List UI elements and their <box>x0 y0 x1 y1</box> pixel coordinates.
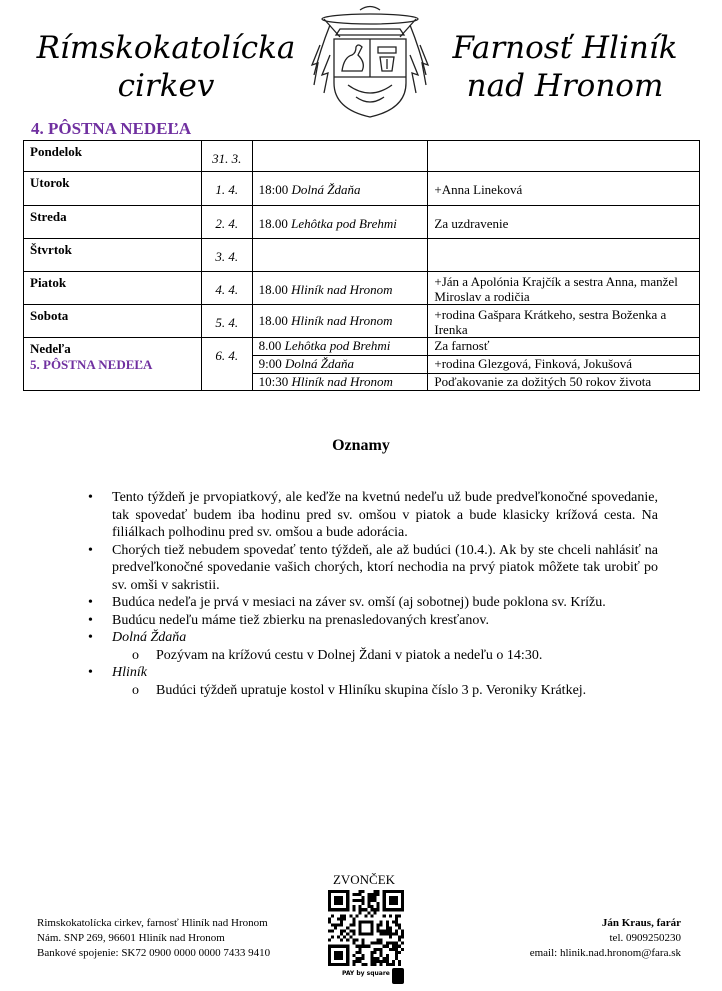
circle-bullet-icon: o <box>132 647 139 663</box>
week-title: 4. PÔSTNA NEDEĽA <box>31 119 192 138</box>
pay-by-square-icon <box>392 968 404 984</box>
list-item <box>88 594 658 612</box>
intention-cell: Poďakovanie za dožitých 50 rokov života <box>428 374 700 391</box>
table-row <box>24 239 700 272</box>
time-place-cell <box>252 338 428 356</box>
announcements-title: Oznamy <box>332 437 390 454</box>
footer-line: Bankové spojenie: SK72 0900 0000 0000 7433 9410 <box>37 947 271 959</box>
intention-cell: Za uzdravenie <box>428 206 700 239</box>
footer-contact <box>530 916 681 961</box>
place-heading: Dolná Ždaňa <box>112 630 187 645</box>
day-cell: Pondelok <box>24 141 202 172</box>
sub-list-item <box>88 682 658 700</box>
sub-list-item <box>88 647 658 665</box>
day-cell: Štvrtok <box>24 239 202 272</box>
list-item <box>88 629 658 647</box>
list-item <box>88 612 658 630</box>
intention-cell: +Anna Lineková <box>428 172 700 206</box>
time-place-cell <box>252 206 428 239</box>
date-cell: 5. 4. <box>201 305 252 338</box>
time-place-cell <box>252 141 428 172</box>
day-cell: Streda <box>24 206 202 239</box>
bullet-icon: • <box>88 595 93 610</box>
time-place-cell <box>252 374 428 391</box>
notice-text: Pozývam na krížovú cestu v Dolnej Ždani v piatok a nedeľu o 14:30. <box>156 647 543 663</box>
header-right-line2: nad Hronom <box>466 68 664 104</box>
date-cell: 1. 4. <box>201 172 252 206</box>
mass-time: 8.00 <box>258 338 282 353</box>
mass-time: 18.00 <box>258 282 288 297</box>
list-item <box>88 542 658 595</box>
day-cell: Sobota <box>24 305 202 338</box>
header-left-line2: cirkev <box>117 68 215 104</box>
mass-place: Lehôtka pod Brehmi <box>291 216 397 231</box>
notice-text: Budúcu nedeľu máme tiež zbierku na prenasledovaných kresťanov. <box>112 612 489 628</box>
mass-time: 9:00 <box>258 356 282 371</box>
parish-header-right <box>430 29 700 105</box>
bullet-icon: • <box>88 665 93 680</box>
sunday-subtitle: 5. PÔSTNA NEDEĽA <box>30 357 153 372</box>
time-place-cell <box>252 272 428 305</box>
mass-time: 18.00 <box>258 313 288 328</box>
coat-of-arms-icon <box>300 5 440 120</box>
time-place-cell <box>252 356 428 374</box>
table-row <box>24 272 700 305</box>
place-heading: Hliník <box>112 665 147 680</box>
day-name: Nedeľa <box>30 341 71 356</box>
phone: tel. 0909250230 <box>609 932 681 944</box>
intention-cell: Za farnosť <box>428 338 700 356</box>
bullet-icon: • <box>88 612 93 628</box>
mass-time: 18:00 <box>258 182 289 197</box>
circle-bullet-icon: o <box>132 682 139 698</box>
date-cell: 31. 3. <box>201 141 252 172</box>
footer-parish-info <box>37 916 270 961</box>
date-cell: 4. 4. <box>201 272 252 305</box>
day-cell: Utorok <box>24 172 202 206</box>
email: email: hlinik.nad.hronom@fara.sk <box>529 947 681 959</box>
bullet-icon: • <box>88 542 93 558</box>
intention-cell: +rodina Glezgová, Finková, Jokušová <box>428 356 700 374</box>
date-cell: 2. 4. <box>201 206 252 239</box>
parish-header-left <box>30 29 302 105</box>
intention-cell <box>428 239 700 272</box>
date-cell: 6. 4. <box>201 338 252 391</box>
header-left-line1: Rímskokatolícka <box>36 30 296 66</box>
intention-cell: +Ján a Apolónia Krajčík a sestra Anna, manžel Miroslav a rodičia <box>428 272 700 305</box>
pay-by-square-label: PAY by square <box>342 970 390 977</box>
header-right-line1: Farnosť Hliník <box>452 30 678 66</box>
mass-place: Hliník nad Hronom <box>291 313 393 328</box>
mass-place: Dolná Ždaňa <box>285 356 355 371</box>
mass-place: Hliník nad Hronom <box>291 374 393 389</box>
intention-cell <box>428 141 700 172</box>
priest-name: Ján Kraus, farár <box>601 917 681 929</box>
time-place-cell <box>252 172 428 206</box>
notice-text: Budúca nedeľa je prvá v mesiaci na záver sv. omší (aj sobotnej) bude poklona sv. Krížu. <box>112 595 606 610</box>
footer-line: Rimskokatolícka cirkev, farnosť Hliník nad Hronom <box>37 917 268 929</box>
notice-text: Budúci týždeň upratuje kostol v Hliníku skupina číslo 3 p. Veroniky Krátkej. <box>156 682 587 698</box>
footer-line: Nám. SNP 269, 96601 Hliník nad Hronom <box>37 932 225 944</box>
mass-place: Hliník nad Hronom <box>291 282 393 297</box>
mass-time: 18.00 <box>258 216 288 231</box>
time-place-cell <box>252 305 428 338</box>
date-cell: 3. 4. <box>201 239 252 272</box>
mass-place: Lehôtka pod Brehmi <box>284 338 391 353</box>
announcements-list <box>88 489 658 699</box>
time-place-cell <box>252 239 428 272</box>
list-item <box>88 489 658 542</box>
notice-text: Tento týždeň je prvopiatkový, ale keďže na kvetnú nedeľu už bude predveľkonočné spovedanie, tak spovedať budem iba hodinu pred sv. omšou v piatok a bude klasicky krížová cesta. Na filiálkach polhodinu pred sv. omšou a bude adorácia. <box>112 490 658 540</box>
notice-text: Chorých tiež nebudem spovedať tento týždeň, ale až budúci (10.4.). Ak by ste chceli nahlásiť na predveľkonočné spovedanie vašich chorých, ktorí nechodia na prvý piatok môžete tak urobiť po sv. omši v sakristii. <box>112 542 658 593</box>
bullet-icon: • <box>88 630 93 645</box>
bullet-icon: • <box>88 490 93 505</box>
qr-code-icon <box>328 890 404 966</box>
mass-schedule-table <box>23 140 700 391</box>
mass-place: Dolná Ždaňa <box>291 182 361 197</box>
qr-label: ZVONČEK <box>332 872 396 887</box>
table-row <box>24 206 700 239</box>
list-item <box>88 664 658 682</box>
mass-time: 10:30 <box>258 374 289 389</box>
table-row <box>24 141 700 172</box>
table-row <box>24 305 700 338</box>
intention-cell: +rodina Gašpara Krátkeho, sestra Boženka a Irenka <box>428 305 700 338</box>
day-cell <box>24 338 202 391</box>
table-row <box>24 338 700 356</box>
day-cell: Piatok <box>24 272 202 305</box>
table-row <box>24 172 700 206</box>
